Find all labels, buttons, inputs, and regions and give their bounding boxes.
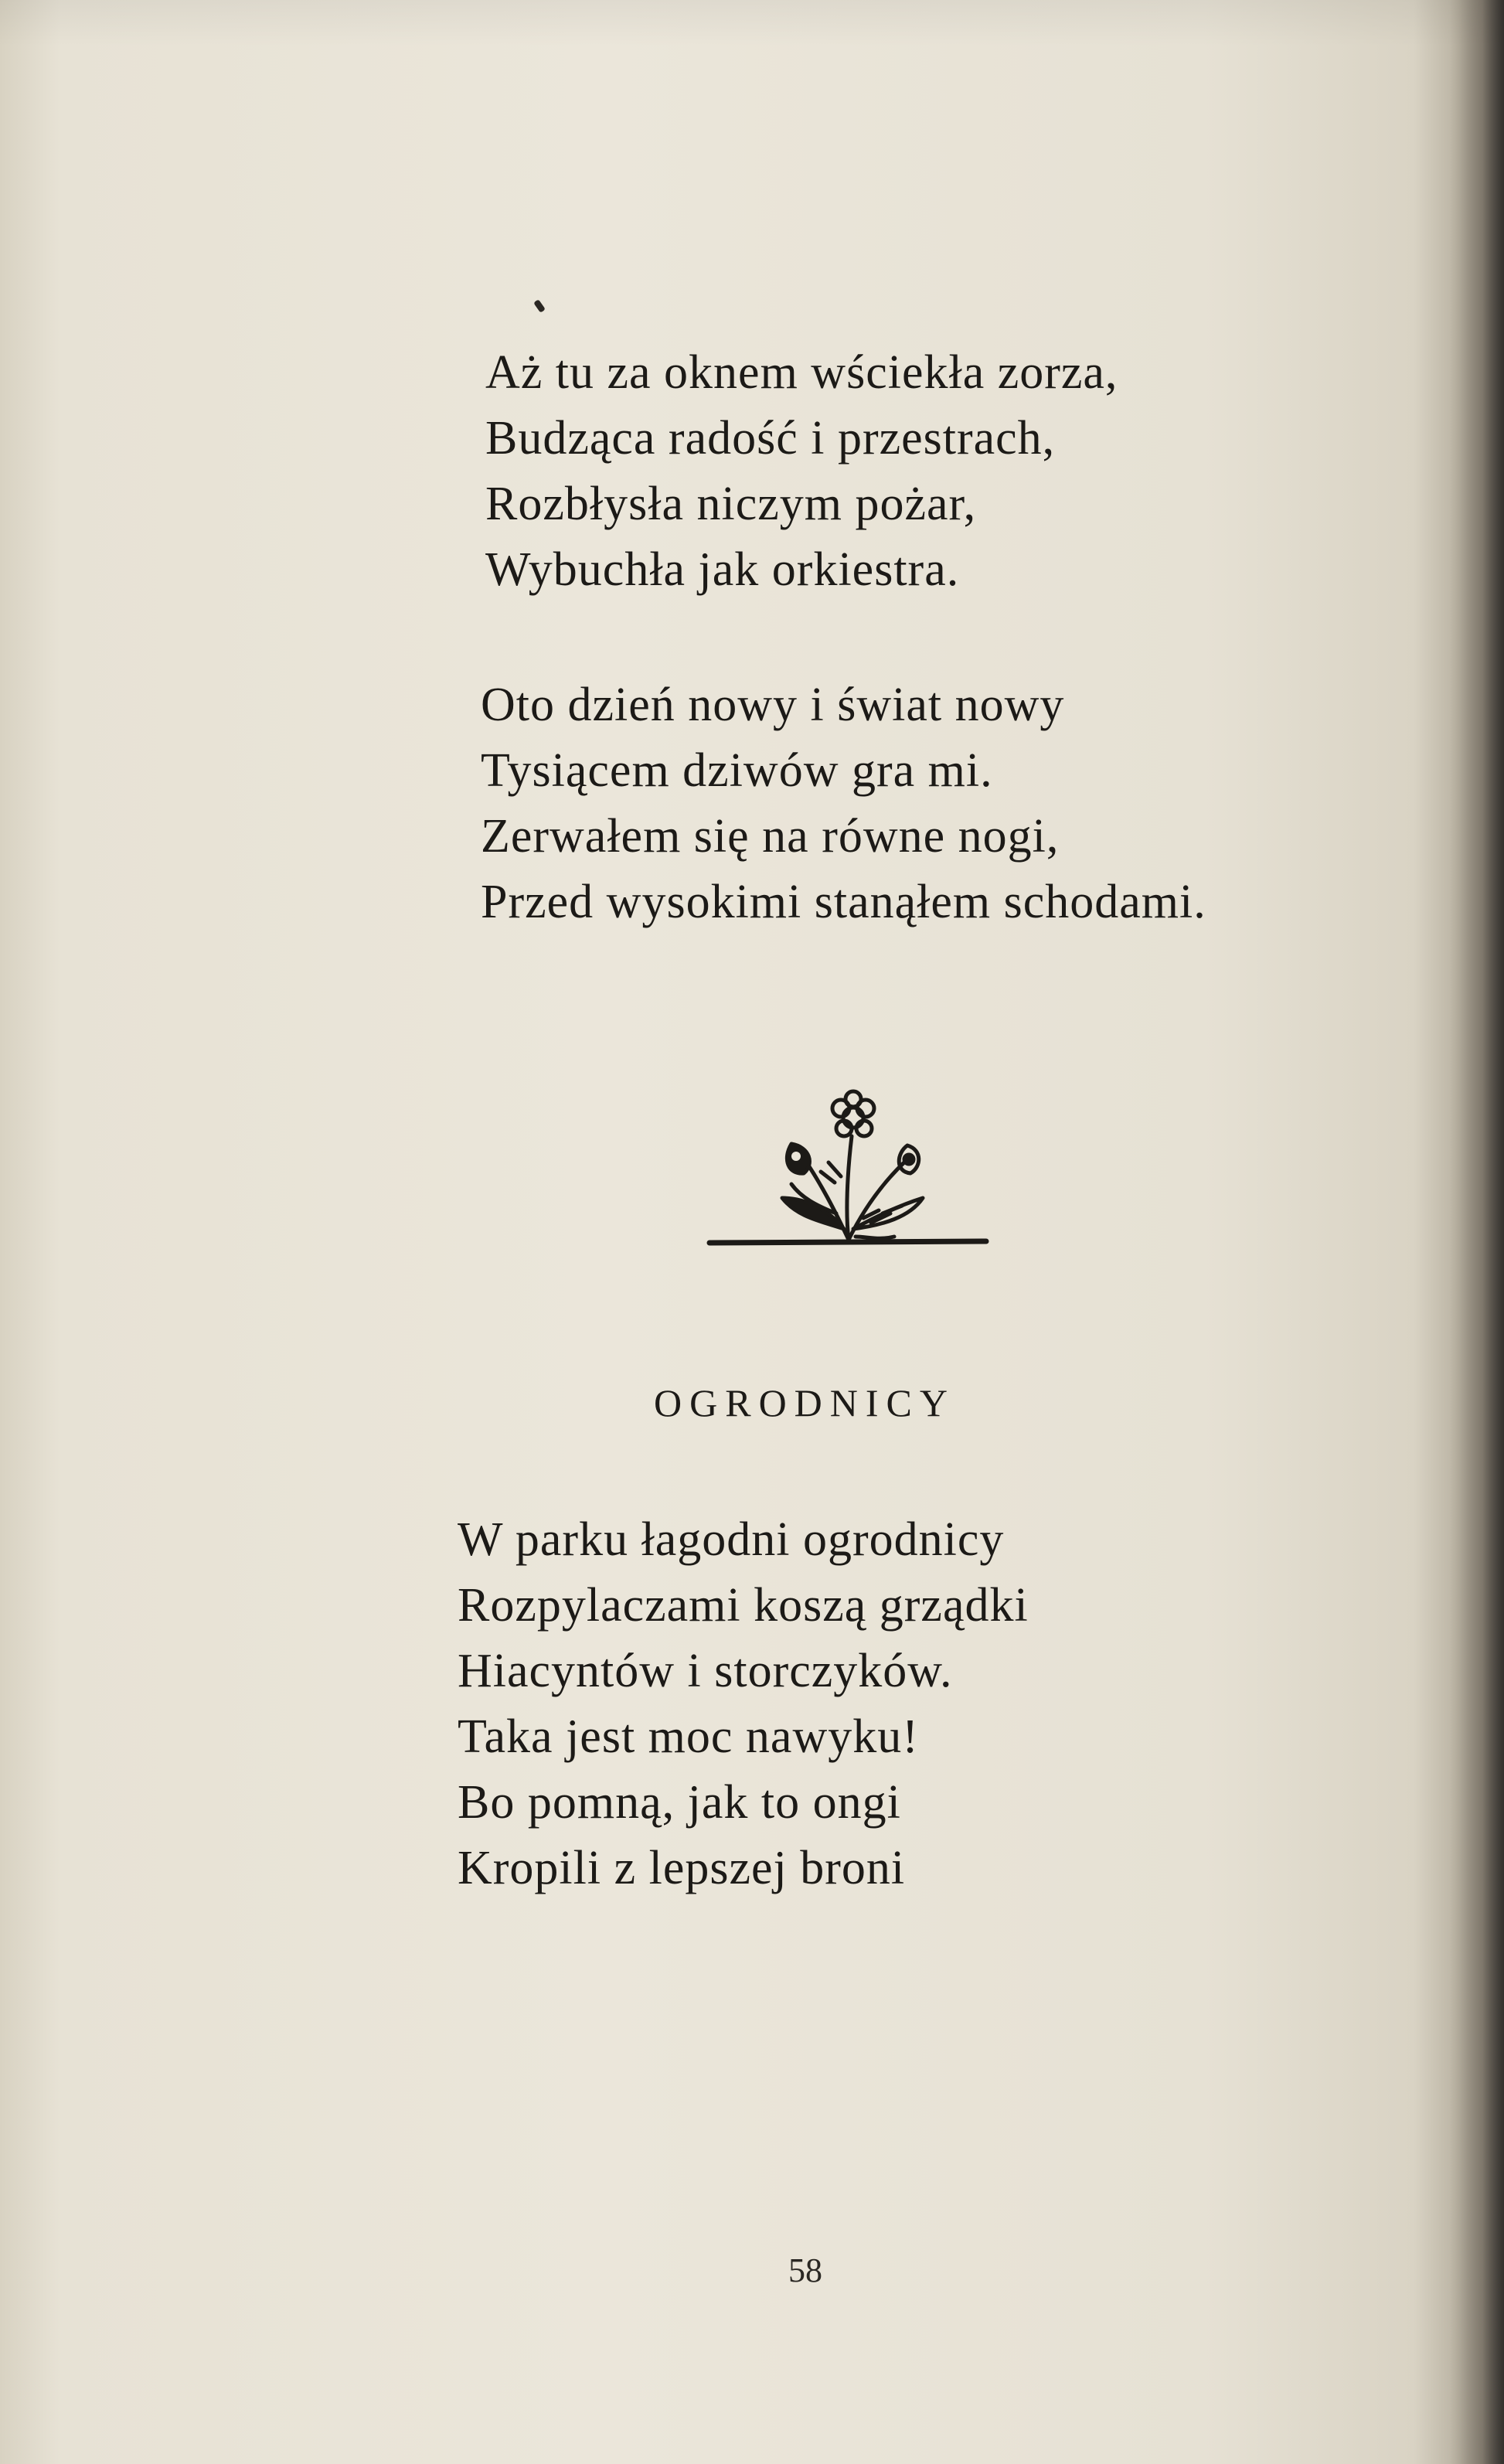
verse-line: Oto dzień nowy i świat nowy: [481, 679, 1065, 731]
verse-line: W parku łagodni ogrodnicy: [458, 1513, 1005, 1566]
verse-line: Wybuchła jak orkiestra.: [485, 543, 960, 596]
verse-line: Tysiącem dziwów gra mi.: [481, 744, 993, 797]
verse-line: Taka jest moc nawyku!: [458, 1710, 919, 1763]
verse-line: Bo pomną, jak to ongi: [458, 1776, 901, 1829]
verse-line: Hiacyntów i storczyków.: [458, 1645, 953, 1697]
stanza-1: [485, 340, 1118, 603]
page-fore-edge: [1450, 0, 1504, 2464]
verse-line: Budząca radość i przestrach,: [485, 412, 1056, 465]
verse-line: Rozbłysła niczym pożar,: [485, 478, 977, 530]
poem-title: OGRODNICY: [654, 1381, 955, 1424]
page-shading: [0, 0, 1504, 46]
verse-line: Zerwałem się na równe nogi,: [481, 810, 1060, 863]
stanza-ogrodnicy: [458, 1507, 1029, 1901]
page-number: 58: [788, 2251, 822, 2289]
verse-line: Rozpylaczami koszą grządki: [458, 1579, 1029, 1632]
verse-line: Kropili z lepszej broni: [458, 1842, 906, 1894]
stanza-2: [481, 672, 1206, 935]
flower-plant-vignette-icon: [705, 1082, 991, 1268]
verse-line: Aż tu za oknem wściekła zorza,: [485, 346, 1118, 399]
verse-line: Przed wysokimi stanąłem schodami.: [481, 876, 1206, 928]
ink-speck: [533, 299, 546, 313]
